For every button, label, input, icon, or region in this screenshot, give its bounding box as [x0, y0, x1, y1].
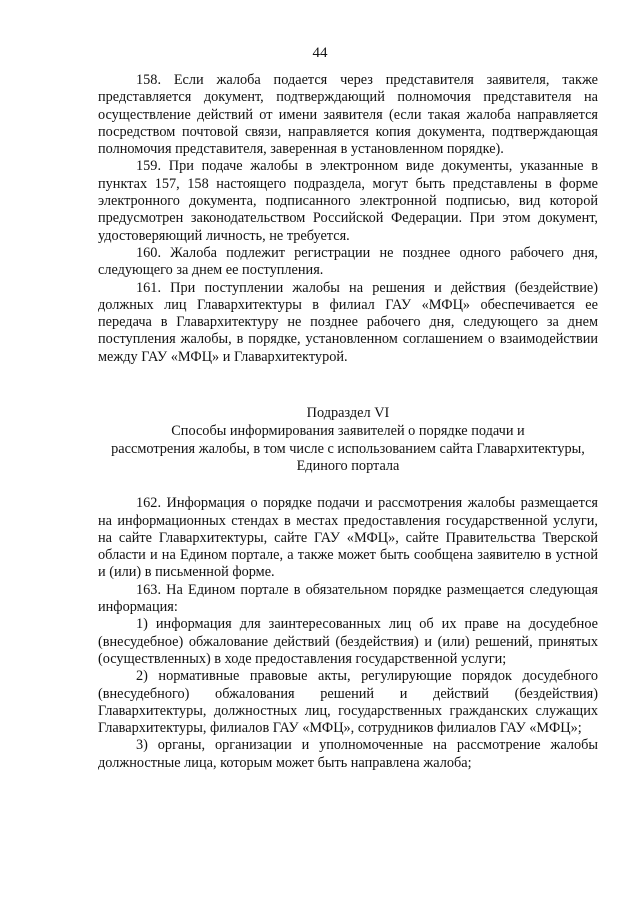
section-spacer-top	[98, 366, 598, 405]
list-item-1: 1) информация для заинтересованных лиц об их праве на досудебное (внесудебное) обжалование действий (бездействия) и (или) решений, принятых (осуществленных) в ходе предоставления государственной услуги;	[98, 616, 598, 667]
paragraph-160: 160. Жалоба подлежит регистрации не позднее одного рабочего дня, следующего за днем ее поступления.	[98, 244, 598, 279]
section-label: Подраздел VI	[306, 405, 390, 422]
section-title-line-1: Способы информирования заявителей о порядке подачи и	[171, 422, 525, 439]
paragraph-158: 158. Если жалоба подается через представителя заявителя, также представляется документ, подтверждающий полномочия представителя на осуществление действий от имени заявителя (если такая жалоба направляется посредством почтовой связи, направляется копия документа, подтверждающая полномочия представителя, заверенная в установленном порядке).	[98, 72, 598, 158]
page-content	[98, 72, 598, 772]
paragraph-159: 159. При подаче жалобы в электронном виде документы, указанные в пунктах 157, 158 настоящего подраздела, могут быть представлены в форме электронного документа, подписанного электронной подписью, вид которой предусмотрен законодательством Российской Федерации. При этом документ, удостоверяющий личность, не требуется.	[98, 158, 598, 244]
paragraph-162: 162. Информация о порядке подачи и рассмотрения жалобы размещается на информационных стендах в местах предоставления государственной услуги, на сайте Главархитектуры, сайте ГАУ «МФЦ», сайте Правительства Тверской области и на Едином портале, а также может быть сообщена заявителю в устной и (или) в письменной форме.	[98, 495, 598, 581]
section-title-line-2: рассмотрения жалобы, в том числе с использованием сайта Главархитектуры,	[111, 440, 585, 457]
section-title-line-3: Единого портала	[296, 458, 400, 475]
section-heading	[98, 405, 598, 476]
list-item-2: 2) нормативные правовые акты, регулирующие порядок досудебного (внесудебного) обжалования решений и действий (бездействия) Главархитектуры, должностных лиц, государственных гражданских служащих Главархитектуры, филиалов ГАУ «МФЦ», сотрудников филиалов ГАУ «МФЦ»;	[98, 668, 598, 737]
section-spacer-bottom	[98, 476, 598, 495]
page-number: 44	[312, 45, 328, 61]
list-item-3: 3) органы, организации и уполномоченные на рассмотрение жалобы должностные лица, которым может быть направлена жалоба;	[98, 737, 598, 771]
paragraph-163: 163. На Едином портале в обязательном порядке размещается следующая информация:	[98, 581, 598, 616]
paragraph-161: 161. При поступлении жалобы на решения и действия (бездействие) должных лиц Главархитектуры в филиал ГАУ «МФЦ» обеспечивается ее передача в Главархитектуру не позднее рабочего дня, следующего за днем поступления жалобы, в порядке, установленном соглашением о взаимодействии между ГАУ «МФЦ» и Главархитектурой.	[98, 279, 598, 365]
